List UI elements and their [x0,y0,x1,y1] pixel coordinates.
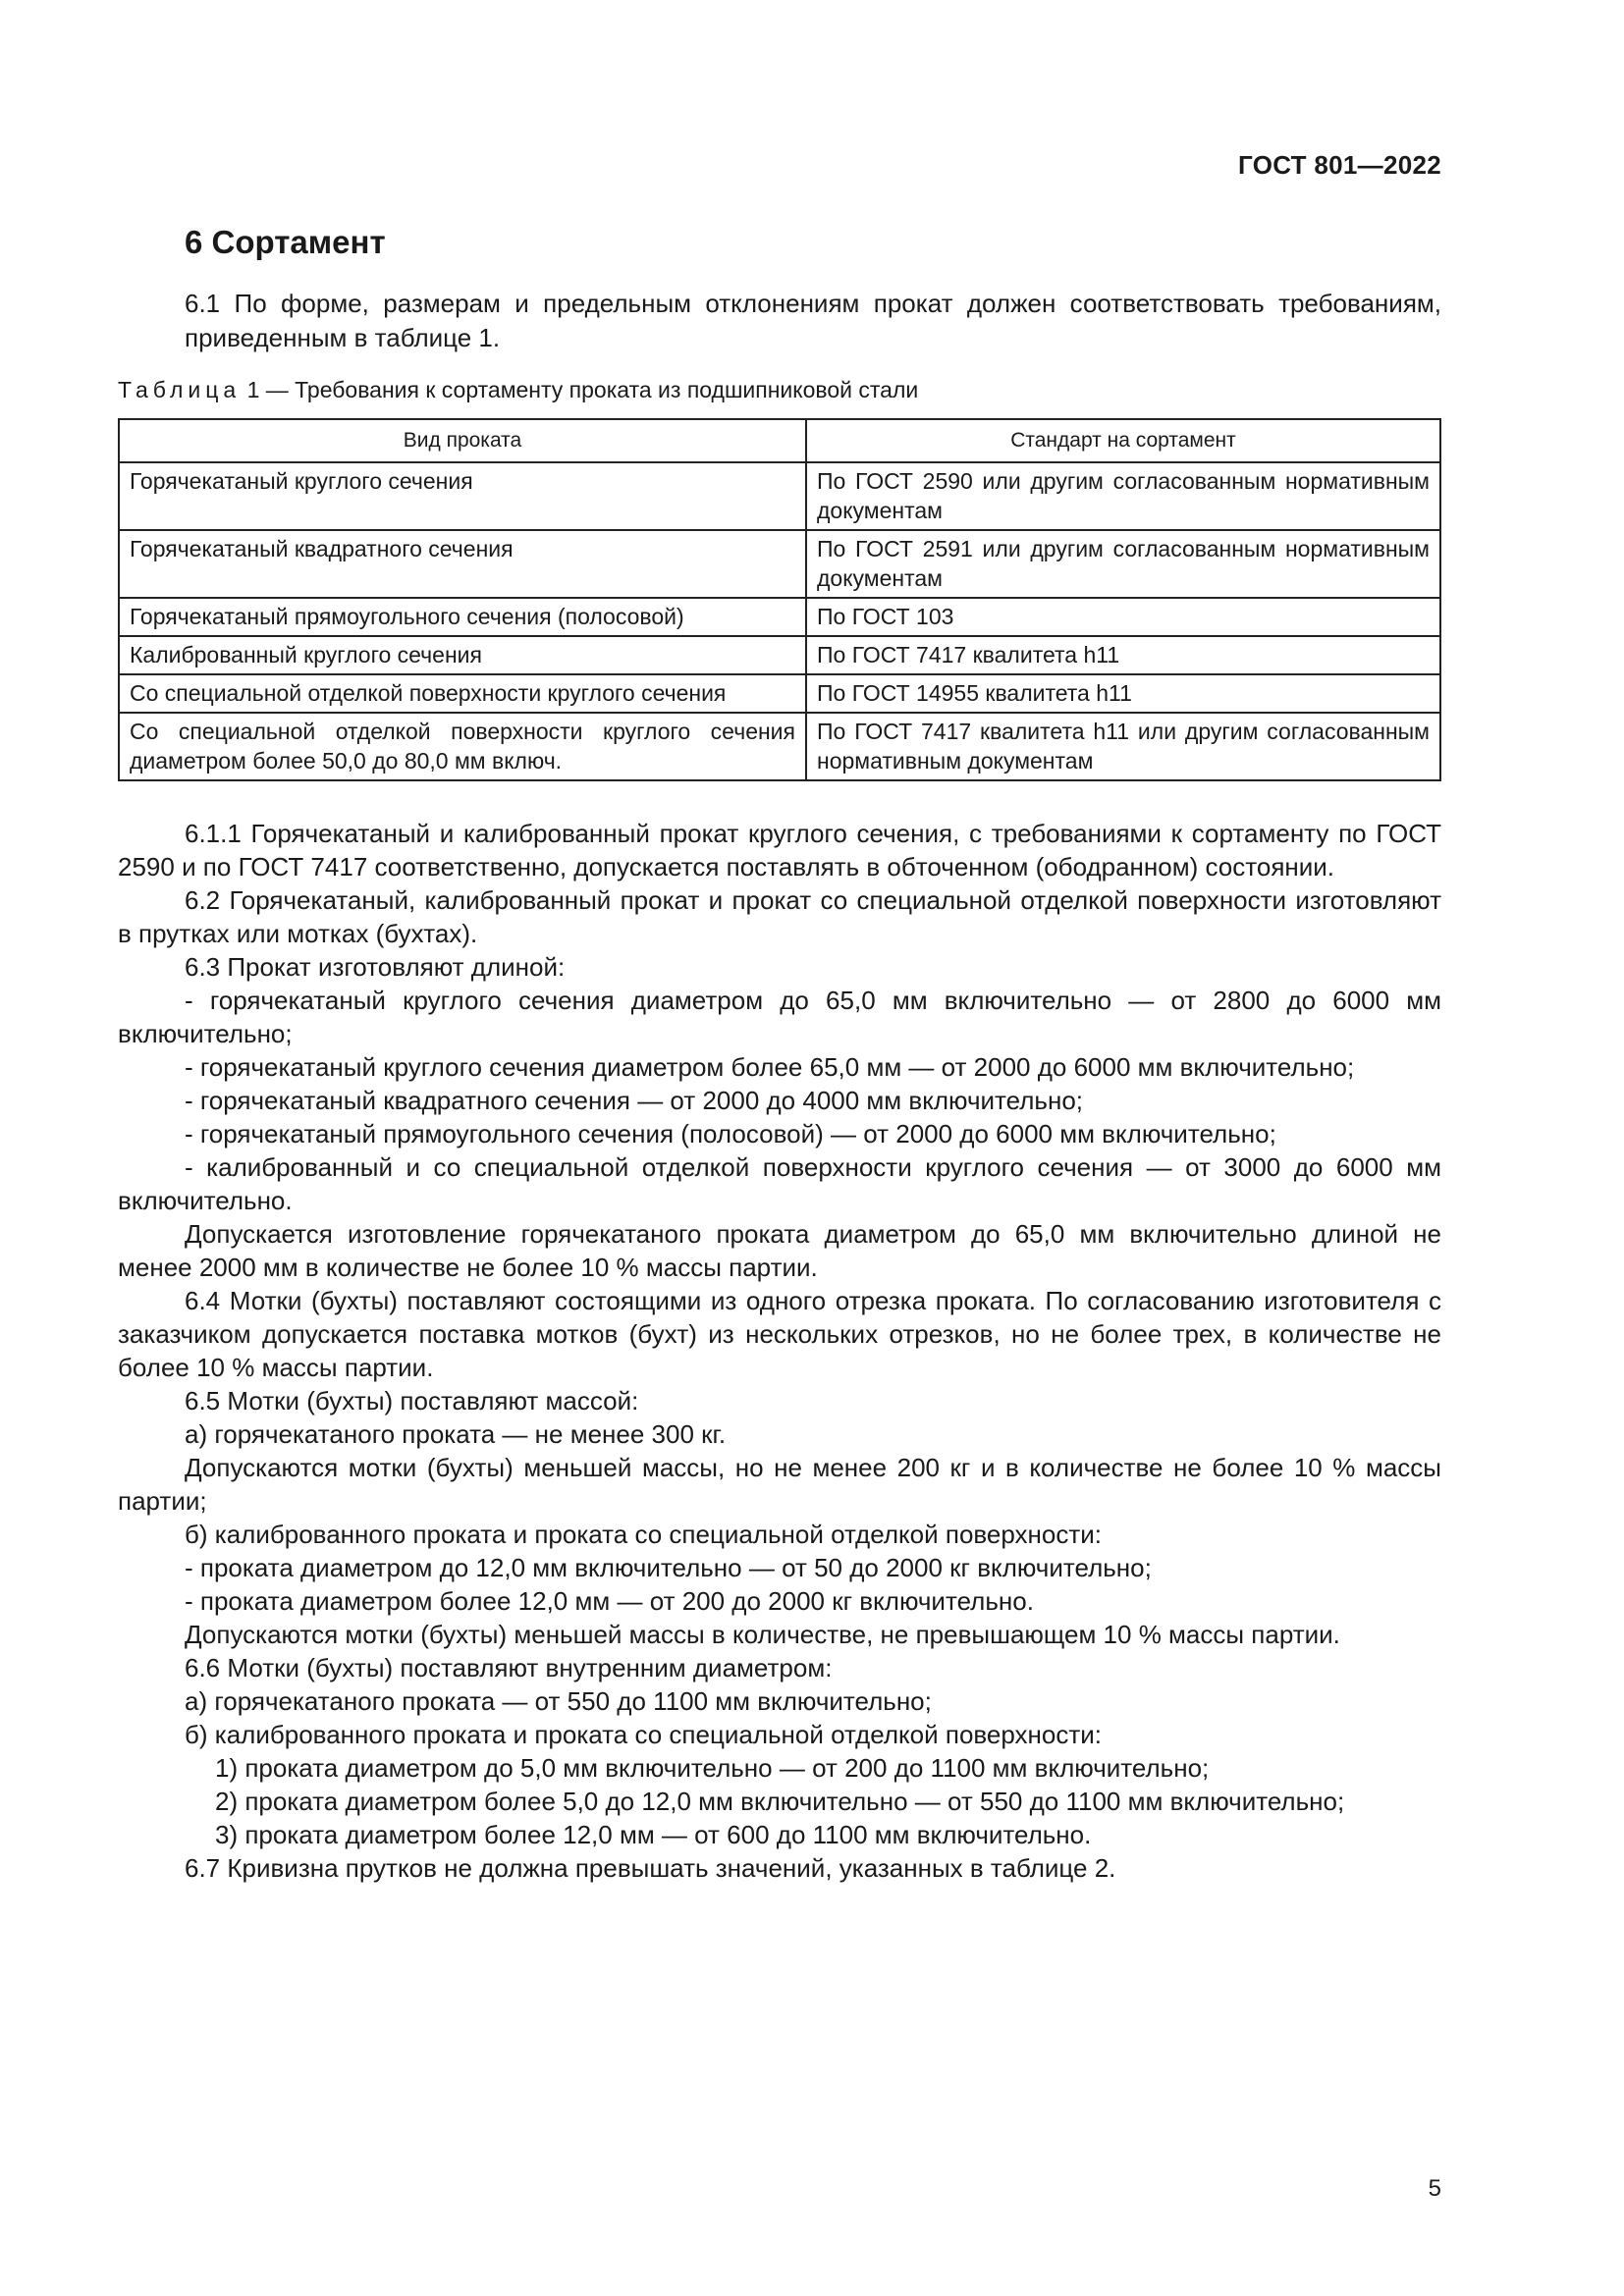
table-cell-standard: По ГОСТ 103 [806,598,1440,636]
paragraph-note: Допускаются мотки (бухты) меньшей массы в количестве, не превышающем 10 % массы партии. [185,1620,1340,1649]
table-header-standard: Стандарт на сортамент [806,419,1440,462]
table-row [119,598,1440,636]
page-header-doc-code: ГОСТ 801—2022 [1238,150,1441,180]
table-cell-standard: По ГОСТ 2591 или другим согласованным нормативным документам [806,530,1440,598]
table-cell-product-type: Горячекатаный квадратного сечения [119,530,806,598]
list-item: - проката диаметром до 12,0 мм включительно — от 50 до 2000 кг включительно; [185,1553,1152,1582]
body-text [118,817,1441,1885]
intro-paragraph [118,287,1441,355]
table-cell-product-type: Со специальной отделкой поверхности круглого сечения диаметром более 50,0 до 80,0 мм включ. [119,713,806,780]
list-item: 2) проката диаметром более 5,0 до 12,0 мм включительно — от 550 до 1100 мм включительно; [215,1787,1345,1816]
list-item: 3) проката диаметром более 12,0 мм — от 600 до 1100 мм включительно. [215,1820,1092,1849]
paragraph-6-7: 6.7 Кривизна прутков не должна превышать значений, указанных в таблице 2. [185,1853,1116,1883]
paragraph-6-1-1: 6.1.1 Горячекатаный и калиброванный прокат круглого сечения, с требованиями к сортаменту по ГОСТ 2590 и по ГОСТ 7417 соответственно, допускается поставлять в обточенном (ободранном) состоянии. [118,819,1441,881]
paragraph-6-3: 6.3 Прокат изготовляют длиной: [185,952,566,982]
list-item: б) калиброванного проката и проката со специальной отделкой поверхности: [185,1520,1103,1549]
intro-text: 6.1 По форме, размерам и предельным отклонениям прокат должен соответствовать требованиям, приведенным в таблице 1. [185,289,1441,352]
paragraph-6-4: 6.4 Мотки (бухты) поставляют состоящими из одного отрезка проката. По согласованию изготовителя с заказчиком допускается поставка мотков (бухт) из нескольких отрезков, но не более трех, в количестве не более 10 % массы партии. [118,1286,1441,1382]
list-item: - горячекатаный прямоугольного сечения (полосовой) — от 2000 до 6000 мм включительно; [185,1119,1276,1148]
table-cell-product-type: Калиброванный круглого сечения [119,636,806,674]
table-cell-standard: По ГОСТ 7417 квалитета h11 или другим согласованным нормативным документам [806,713,1440,780]
list-item: а) горячекатаного проката — от 550 до 1100 мм включительно; [185,1686,932,1716]
table-cell-product-type: Горячекатаный прямоугольного сечения (полосовой) [119,598,806,636]
paragraph-6-5: 6.5 Мотки (бухты) поставляют массой: [185,1386,639,1415]
table-cell-product-type: Со специальной отделкой поверхности круглого сечения [119,674,806,713]
section-title: 6 Сортамент [185,224,386,260]
list-item: б) калиброванного проката и проката со специальной отделкой поверхности: [185,1720,1103,1749]
table-cell-standard: По ГОСТ 14955 квалитета h11 [806,674,1440,713]
table-row [119,713,1440,780]
table-row [119,530,1440,598]
list-item: 1) проката диаметром до 5,0 мм включительно — от 200 до 1100 мм включительно; [215,1753,1210,1783]
table-cell-standard: По ГОСТ 7417 квалитета h11 [806,636,1440,674]
list-item: а) горячекатаного проката — не менее 300 кг. [185,1419,727,1449]
table-caption-text: 1 — Требования к сортаменту проката из подшипниковой стали [241,377,919,402]
page-number: 5 [1428,2175,1441,2202]
table-row [119,462,1440,530]
list-item: - горячекатаный круглого сечения диаметром более 65,0 мм — от 2000 до 6000 мм включительно; [185,1052,1355,1082]
paragraph-6-2: 6.2 Горячекатаный, калиброванный прокат и прокат со специальной отделкой поверхности изготовляют в прутках или мотках (бухтах). [118,885,1441,948]
table-row [119,674,1440,713]
paragraph-note: Допускается изготовление горячекатаного проката диаметром до 65,0 мм включительно длиной не менее 2000 мм в количестве не более 10 % массы партии. [118,1219,1441,1282]
table-cell-product-type: Горячекатаный круглого сечения [119,462,806,530]
paragraph-6-6: 6.6 Мотки (бухты) поставляют внутренним диаметром: [185,1653,833,1682]
table-row [119,636,1440,674]
list-item: - горячекатаный квадратного сечения — от 2000 до 4000 мм включительно; [185,1086,1084,1115]
table-header-row [119,419,1440,462]
list-item: - проката диаметром более 12,0 мм — от 200 до 2000 кг включительно. [185,1586,1034,1616]
table-caption [118,377,918,403]
paragraph-note: Допускаются мотки (бухты) меньшей массы, но не менее 200 кг и в количестве не более 10 % массы партии; [118,1453,1441,1516]
requirements-table [118,418,1441,781]
table-cell-standard: По ГОСТ 2590 или другим согласованным нормативным документам [806,462,1440,530]
table-caption-label: Таблица [118,377,242,402]
list-item: - калиброванный и со специальной отделкой поверхности круглого сечения — от 3000 до 6000 мм включительно. [118,1152,1441,1215]
table-header-product-type: Вид проката [119,419,806,462]
list-item: - горячекатаный круглого сечения диаметром до 65,0 мм включительно — от 2800 до 6000 мм включительно; [118,986,1441,1048]
